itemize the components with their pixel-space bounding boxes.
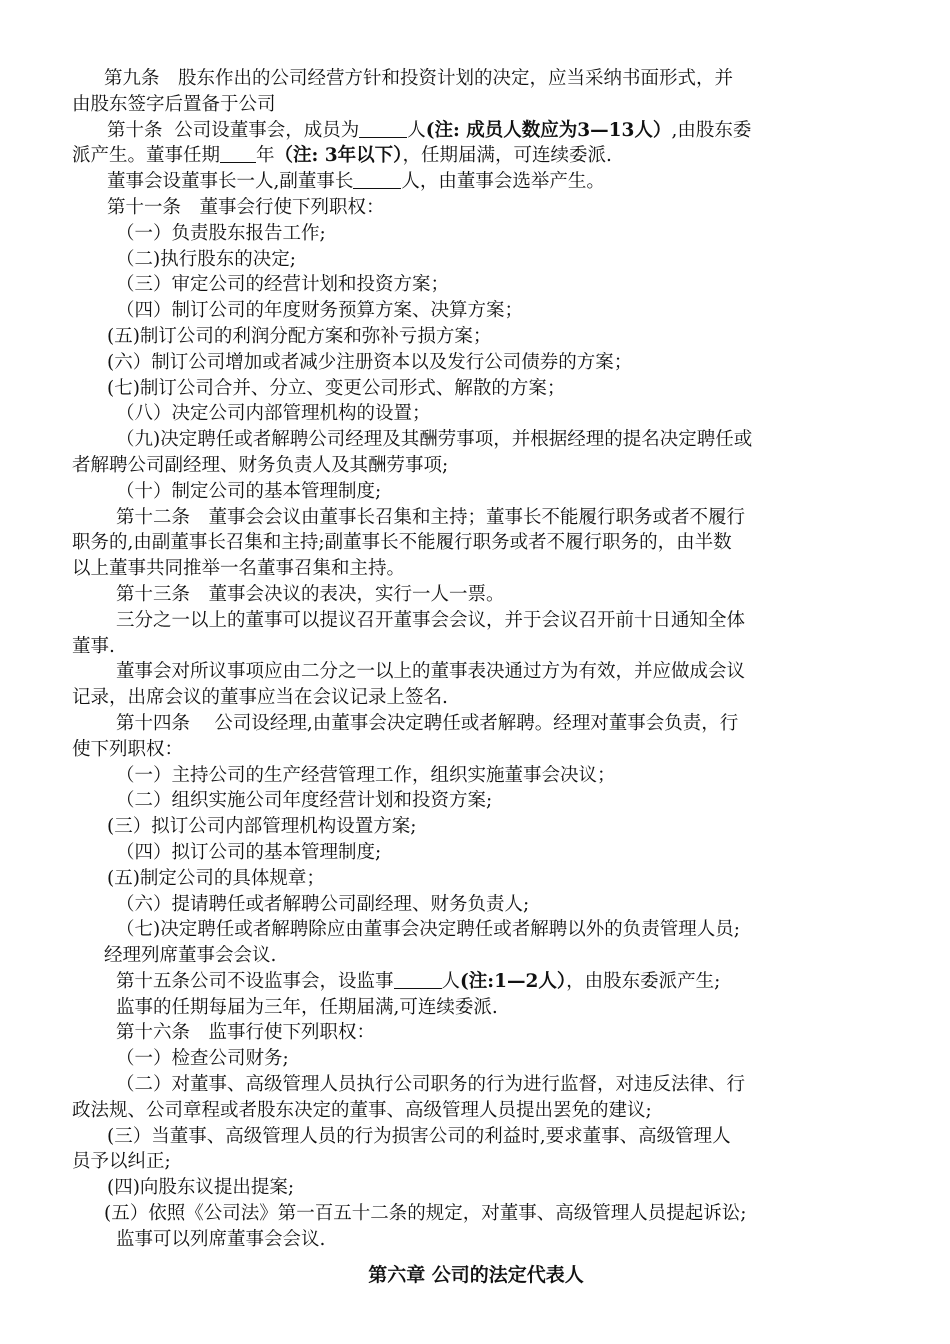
article-10-line-2: 派产生。董事任期 年（注: 3年以下），任期届满，可连续委派. <box>72 145 612 167</box>
article-9-line-2: 由股东签字后置备于公司 <box>72 93 276 115</box>
supervisor-count-blank <box>394 970 442 989</box>
article-13-para-3-line-2: 记录，出席会议的董事应当在会议记录上签名. <box>72 687 448 709</box>
article-13-para-2-line-1: 三分之一以上的董事可以提议召开董事会会议，并于会议召开前十日通知全体 <box>116 609 746 631</box>
article-16-heading: 第十六条 监事行使下列职权： <box>116 1022 376 1044</box>
article-16-item-3-line-2: 员予以纠正; <box>72 1151 171 1173</box>
article-11-item-8: （八）决定公司内部管理机构的设置； <box>116 403 431 425</box>
article-16-item-4: (四)向股东议提出提案; <box>107 1177 295 1199</box>
article-11-item-9-line-2: 者解聘公司副经理、财务负责人及其酬劳事项; <box>72 454 449 476</box>
article-12-line-3: 以上董事共同推举一名董事召集和主持。 <box>72 558 406 580</box>
article-11-heading: 第十一条 董事会行使下列职权： <box>107 196 385 218</box>
article-15-line-2: 监事的任期每届为三年，任期届满,可连续委派. <box>116 996 498 1018</box>
article-14-item-6: （六）提请聘任或者解聘公司副经理、财务负责人; <box>116 893 530 915</box>
article-16-item-1: （一）检查公司财务; <box>116 1048 289 1070</box>
article-14-item-5: (五)制定公司的具体规章； <box>107 867 325 889</box>
article-16-item-2-line-1: （二）对董事、高级管理人员执行公司职务的行为进行监督，对违反法律、行 <box>116 1074 746 1096</box>
article-10-line-1: 第十条 公司设董事会，成员为 人(注: 成员人数应为3—13人）,由股东委 <box>107 119 752 141</box>
article-11-item-3: （三）审定公司的经营计划和投资方案； <box>116 274 450 296</box>
chapter-title: 第六章 公司的法定代表人 <box>368 1263 584 1286</box>
term-note: （注: 3年以下） <box>274 145 403 167</box>
supervisor-note: (注:1—2人） <box>460 970 567 992</box>
article-11-item-1: （一）负责股东报告工作; <box>116 222 326 244</box>
article-15-line-1: 第十五条公司不设监事会，设监事 人(注:1—2人），由股东委派产生; <box>116 970 721 992</box>
vice-chair-blank <box>353 170 401 189</box>
article-16-item-2-line-2: 政法规、公司章程或者股东决定的董事、高级管理人员提出罢免的建议; <box>72 1099 652 1121</box>
article-11-item-2: （二)执行股东的决定; <box>116 248 296 270</box>
article-11-item-6: (六）制订公司增加或者减少注册资本以及发行公司债券的方案； <box>107 351 633 373</box>
article-14-line-2: 使下列职权： <box>72 738 184 760</box>
article-13-para-3-line-1: 董事会对所议事项应由二分之一以上的董事表决通过方为有效，并应做成会议 <box>116 661 746 683</box>
article-11-item-4: （四）制订公司的年度财务预算方案、决算方案； <box>116 300 524 322</box>
article-12-line-2: 职务的,由副董事长召集和主持;副董事长不能履行职务或者不履行职务的，由半数 <box>72 532 732 554</box>
article-9-line-1: 第九条 股东作出的公司经营方针和投资计划的决定，应当采纳书面形式，并 <box>104 68 734 89</box>
article-10-line-3: 董事会设董事长一人,副董事长 人，由董事会选举产生。 <box>107 171 605 193</box>
article-14-item-1: （一）主持公司的生产经营管理工作，组织实施董事会决议； <box>116 764 616 786</box>
article-14-item-7: （七)决定聘任或者解聘除应由董事会决定聘任或者解聘以外的负责管理人员; <box>116 919 740 941</box>
article-11-item-7: (七)制订公司合并、分立、变更公司形式、解散的方案； <box>107 377 566 399</box>
article-16-item-3-line-1: (三）当董事、高级管理人员的行为损害公司的利益时,要求董事、高级管理人 <box>107 1125 731 1147</box>
article-14-item-3: (三）拟订公司内部管理机构设置方案; <box>107 816 417 838</box>
article-11-item-9-line-1: （九)决定聘任或者解聘公司经理及其酬劳事项，并根据经理的提名决定聘任或 <box>116 429 753 451</box>
article-11-item-10: （十）制定公司的基本管理制度; <box>116 480 382 502</box>
board-size-blank <box>359 119 407 138</box>
article-16-item-5: (五）依照《公司法》第一百五十二条的规定，对董事、高级管理人员提起诉讼; <box>104 1203 747 1225</box>
article-11-item-5: (五)制订公司的利润分配方案和弥补亏损方案； <box>107 325 492 347</box>
article-13-para-2-line-2: 董事. <box>72 635 115 657</box>
article-14-item-4: （四）拟订公司的基本管理制度; <box>116 841 382 863</box>
article-13-heading: 第十三条 董事会决议的表决，实行一人一票。 <box>116 583 505 605</box>
article-14-closing: 经理列席董事会会议. <box>104 945 277 967</box>
article-14-line-1: 第十四条 公司设经理,由董事会决定聘任或者解聘。经理对董事会负责，行 <box>116 712 739 734</box>
article-14-item-2: （二）组织实施公司年度经营计划和投资方案; <box>116 790 493 812</box>
board-size-note: (注: 成员人数应为3—13人） <box>425 119 672 141</box>
article-12-line-1: 第十二条 董事会会议由董事长召集和主持；董事长不能履行职务或者不履行 <box>116 506 746 528</box>
term-years-blank <box>220 144 256 163</box>
article-16-closing: 监事可以列席董事会会议. <box>116 1228 326 1250</box>
